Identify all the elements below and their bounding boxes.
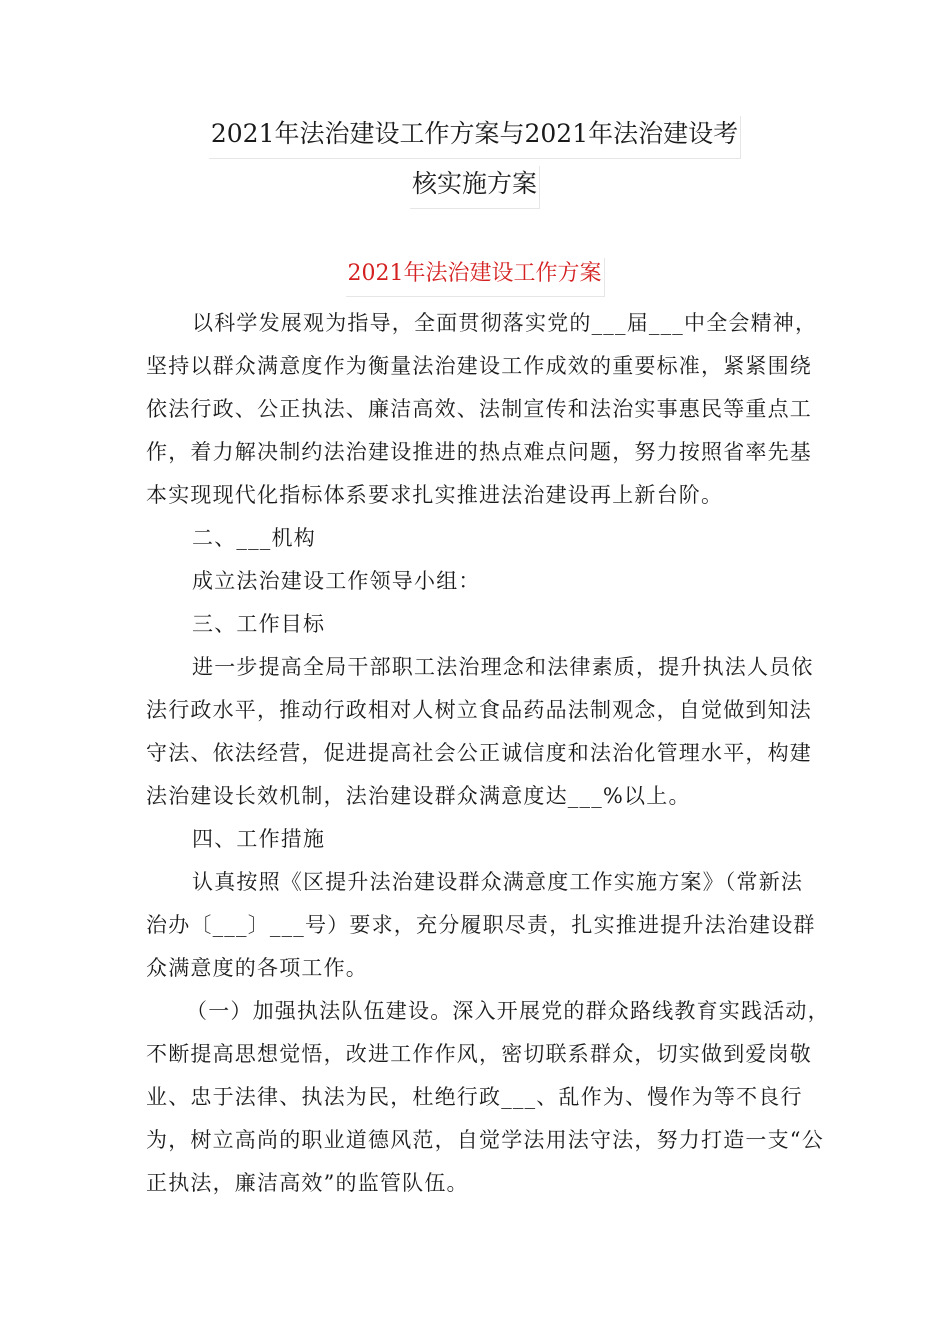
body-text	[146, 302, 830, 1205]
document-title-line-1	[0, 116, 950, 159]
paragraph-line: 成立法治建设工作领导小组：	[192, 569, 481, 593]
paragraph-line: 作，着力解决制约法治建设推进的热点难点问题，努力按照省率先基	[146, 440, 812, 464]
paragraph-line: 依法行政、公正执法、廉洁高效、法制宣传和法治实事惠民等重点工	[146, 397, 812, 421]
paragraph-line: 正执法，廉洁高效”的监管队伍。	[146, 1171, 469, 1195]
heading-line: 二、___机构	[192, 526, 316, 550]
document-title-text-1: 2021年法治建设工作方案与2021年法治建设考	[209, 116, 741, 159]
document-title-text-2: 核实施方案	[410, 166, 540, 209]
section-title-text: 2021年法治建设工作方案	[346, 258, 605, 297]
paragraph-line: 众满意度的各项工作。	[146, 956, 368, 980]
paragraph-line: 法行政水平，推动行政相对人树立食品药品法制观念，自觉做到知法	[146, 698, 812, 722]
heading-line: 四、工作措施	[192, 827, 326, 851]
paragraph-line: 治办〔___〕___号）要求，充分履职尽责，扎实推进提升法治建设群	[146, 913, 816, 937]
paragraph-line: 法治建设长效机制，法治建设群众满意度达___%以上。	[146, 784, 691, 808]
paragraph-line: 守法、依法经营，促进提高社会公正诚信度和法治化管理水平，构建	[146, 741, 812, 765]
section-title	[0, 258, 950, 297]
paragraph-line: 业、忠于法律、执法为民，杜绝行政___、乱作为、慢作为等不良行	[146, 1085, 803, 1109]
heading-line: 三、工作目标	[192, 612, 326, 636]
paragraph-line: 以科学发展观为指导，全面贯彻落实党的___届___中全会精神，	[192, 311, 818, 335]
paragraph-line: 不断提高思想觉悟，改进工作作风，密切联系群众，切实做到爱岗敬	[146, 1042, 812, 1066]
document-title-line-2	[0, 166, 950, 209]
paragraph-line: 认真按照《区提升法治建设群众满意度工作实施方案》（常新法	[192, 870, 804, 894]
paragraph-line: 本实现现代化指标体系要求扎实推进法治建设再上新台阶。	[146, 483, 724, 507]
paragraph-line: 为，树立高尚的职业道德风范，自觉学法用法守法，努力打造一支“公	[146, 1128, 824, 1152]
paragraph-line: （一）加强执法队伍建设。深入开展党的群众路线教育实践活动，	[186, 999, 830, 1023]
paragraph-line: 坚持以群众满意度作为衡量法治建设工作成效的重要标准，紧紧围绕	[146, 354, 812, 378]
paragraph-line: 进一步提高全局干部职工法治理念和法律素质，提升执法人员依	[192, 655, 814, 679]
